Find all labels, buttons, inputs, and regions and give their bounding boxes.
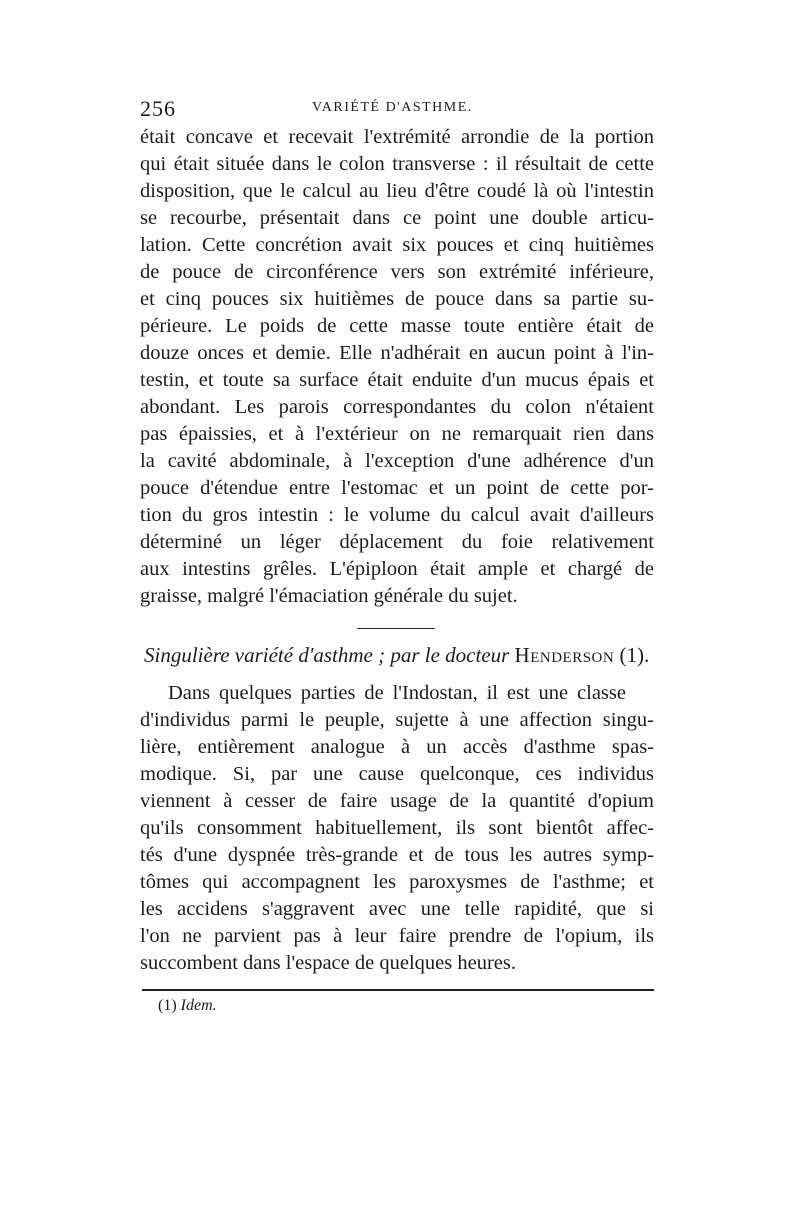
text-line: douze onces et demie. Elle n'adhérait en aucun point à l'in- xyxy=(140,342,654,364)
text-line: lation. Cette concrétion avait six pouces et cinq huitièmes xyxy=(140,234,654,256)
text-line: et cinq pouces six huitièmes de pouce dans sa partie su- xyxy=(140,288,654,310)
text-line: viennent à cesser de faire usage de la quantité d'opium xyxy=(140,790,654,812)
text-line: modique. Si, par une cause quelconque, ces individus xyxy=(140,763,654,785)
text-line: disposition, que le calcul au lieu d'être coudé là où l'intestin xyxy=(140,180,654,202)
section-title xyxy=(144,643,660,668)
footnote-text: Idem. xyxy=(180,997,217,1014)
text-line: pouce d'étendue entre l'estomac et un point de cette por- xyxy=(140,477,654,499)
footnote-marker: (1) xyxy=(158,997,177,1014)
text-line: de pouce de circonférence vers son extrémité inférieure, xyxy=(140,261,654,283)
text-line: l'on ne parvient pas à leur faire prendre de l'opium, ils xyxy=(140,925,654,947)
text-line: qui était située dans le colon transverse : il résultait de cette xyxy=(140,153,654,175)
text-line: lière, entièrement analogue à un accès d'asthme spas- xyxy=(140,736,654,758)
text-line: qu'ils consomment habituellement, ils sont bientôt affec- xyxy=(140,817,654,839)
paragraph-asthma xyxy=(140,680,660,977)
page-number: 256 xyxy=(140,96,176,121)
text-line: Dans quelques parties de l'Indostan, il est une classe xyxy=(168,682,626,704)
text-line: déterminé un léger déplacement du foie relativement xyxy=(140,531,654,553)
text-line: était concave et recevait l'extrémité arrondie de la portion xyxy=(140,126,654,148)
text-line: tés d'une dyspnée très-grande et de tous les autres symp- xyxy=(140,844,654,866)
text-line: testin, et toute sa surface était enduite d'un mucus épais et xyxy=(140,369,654,391)
footnote xyxy=(158,997,660,1015)
footnote-reference: (1). xyxy=(619,643,650,667)
text-line: succombent dans l'espace de quelques heures. xyxy=(140,952,516,974)
text-line: périeure. Le poids de cette masse toute entière était de xyxy=(140,315,654,337)
page-header xyxy=(140,96,660,124)
text-line: pas épaissies, et à l'extérieur on ne remarquait rien dans xyxy=(140,423,654,445)
text-line: tômes qui accompagnent les paroxysmes de l'asthme; et xyxy=(140,871,654,893)
text-line: abondant. Les parois correspondantes du colon n'étaient xyxy=(140,396,654,418)
section-title-text: Singulière variété d'asthme ; par le docteur xyxy=(144,643,510,667)
text-line: graisse, malgré l'émaciation générale du sujet. xyxy=(140,585,518,607)
text-line: les accidens s'aggravent avec une telle rapidité, que si xyxy=(140,898,654,920)
text-line: la cavité abdominale, à l'exception d'une adhérence d'un xyxy=(140,450,654,472)
section-author: Henderson xyxy=(514,643,615,667)
text-line: d'individus parmi le peuple, sujette à une affection singu- xyxy=(140,709,654,731)
text-line: aux intestins grêles. L'épiploon était ample et chargé de xyxy=(140,558,654,580)
book-page xyxy=(140,96,660,1015)
running-head: VARIÉTÉ D'ASTHME. xyxy=(312,100,473,115)
text-line: se recourbe, présentait dans ce point une double articu- xyxy=(140,207,654,229)
footnote-divider xyxy=(142,989,654,991)
paragraph-continuation xyxy=(140,124,660,610)
section-divider xyxy=(357,628,435,629)
text-line: tion du gros intestin : le volume du calcul avait d'ailleurs xyxy=(140,504,654,526)
